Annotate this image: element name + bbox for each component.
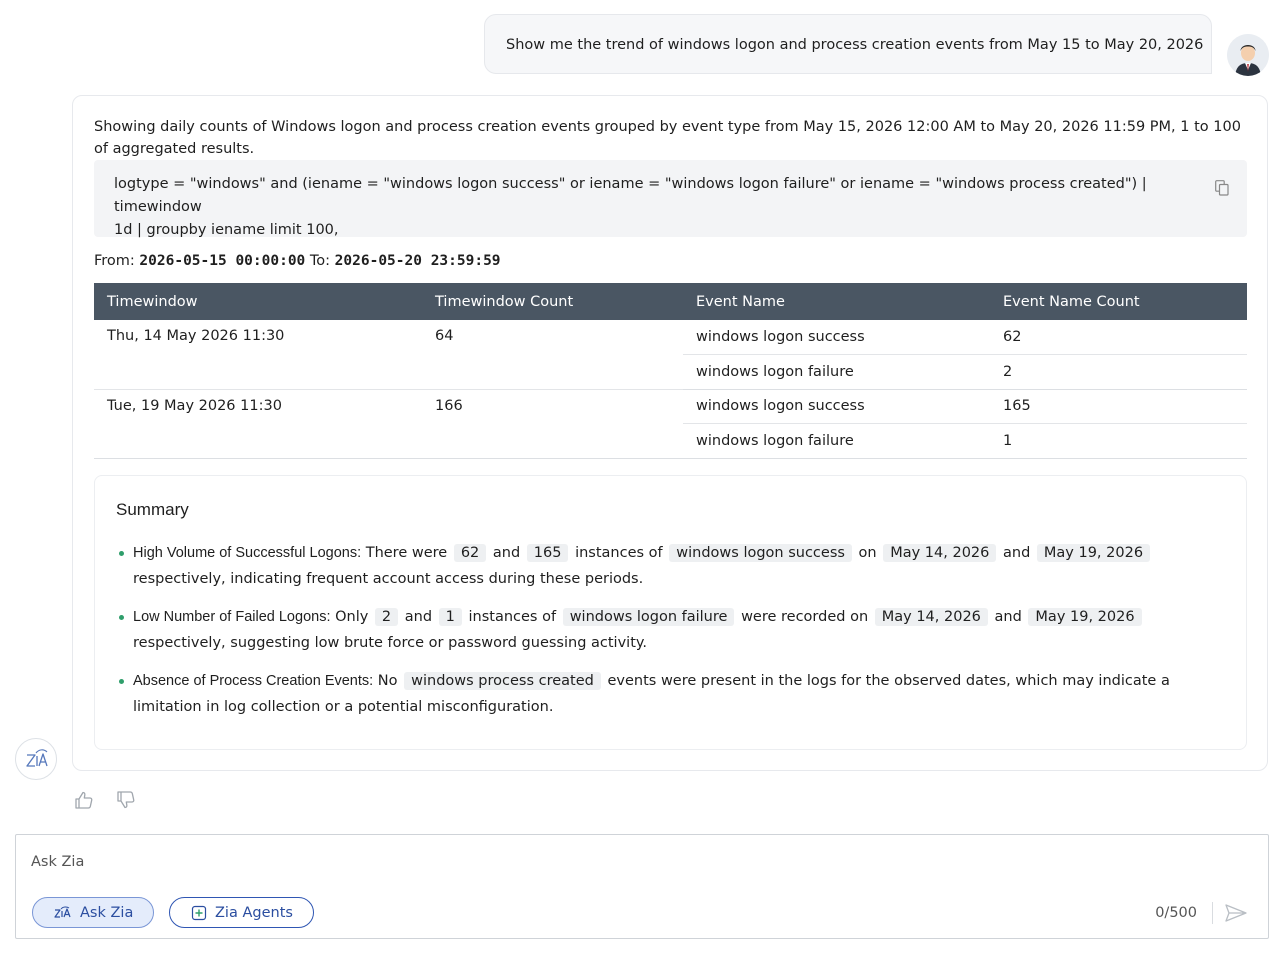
timewindow-cell: Tue, 19 May 2026 11:30 — [94, 389, 422, 458]
value-chip: 1 — [439, 608, 462, 626]
value-chip: May 14, 2026 — [875, 608, 988, 626]
from-label: From: — [94, 253, 135, 269]
value-chip: 165 — [527, 544, 569, 562]
ask-zia-label: Ask Zia — [80, 904, 134, 921]
user-message-text: Show me the trend of windows logon and process creation events from May 15 to May 20, 2026 — [506, 37, 1204, 53]
ask-zia-input[interactable] — [31, 851, 931, 873]
timewindow-cell: Thu, 14 May 2026 11:30 — [94, 320, 422, 389]
bullet-text: instances of — [468, 609, 557, 625]
summary-panel — [94, 475, 1247, 750]
to-value: 2026-05-20 23:59:59 — [334, 253, 501, 269]
event-count-cell: 1 — [990, 424, 1247, 459]
response-intro: Showing daily counts of Windows logon and process creation events grouped by event type from May 15, 2026 12:00 AM to May 20, 2026 11:59 PM, 1 to 100 of aggregated results. — [94, 119, 1241, 157]
table-header-row — [94, 283, 1247, 320]
table-row — [94, 320, 1247, 355]
user-avatar-icon — [1227, 34, 1269, 76]
to-label: To: — [309, 253, 331, 269]
event-name-cell: windows logon success — [683, 389, 990, 424]
table-row — [94, 389, 1247, 424]
timewindow-count-cell: 166 — [422, 389, 683, 458]
value-chip: May 19, 2026 — [1037, 544, 1150, 562]
value-chip: 2 — [375, 608, 398, 626]
value-chip: May 14, 2026 — [883, 544, 996, 562]
send-icon[interactable] — [1224, 903, 1248, 923]
char-counter: 0/500 — [1155, 905, 1197, 921]
column-header: Timewindow Count — [422, 283, 683, 320]
bullet-text: No — [377, 673, 398, 689]
timewindow-count-cell: 64 — [422, 320, 683, 389]
summary-bullet — [119, 604, 1219, 656]
query-line: logtype = "windows" and (iename = "windows logon success" or iename = "windows logon failure" or iename = "windows process created") | timewindow — [114, 176, 1147, 215]
user-message-bubble — [484, 14, 1212, 74]
user-avatar — [1227, 34, 1269, 76]
event-count-cell: 2 — [990, 355, 1247, 390]
zia-agents-label: Zia Agents — [215, 904, 293, 921]
value-chip: windows logon success — [669, 544, 852, 562]
bullet-text: were recorded on — [741, 609, 869, 625]
zia-agents-button[interactable] — [169, 897, 314, 928]
date-range — [94, 253, 501, 269]
divider — [1212, 902, 1213, 924]
chat-input-panel — [15, 834, 1269, 939]
bullet-text: Only — [335, 609, 369, 625]
bullet-text: respectively, suggesting low brute force or password guessing activity. — [133, 635, 647, 651]
query-code-block — [94, 160, 1247, 237]
zia-logo-icon — [54, 906, 72, 920]
bullet-text: and — [492, 545, 521, 561]
event-count-cell: 165 — [990, 389, 1247, 424]
bullet-heading: High Volume of Successful Logons: — [133, 545, 362, 561]
summary-bullet — [119, 540, 1219, 592]
bot-response-card — [72, 95, 1268, 771]
copy-icon[interactable] — [1215, 180, 1229, 196]
bullet-text: respectively, indicating frequent account access during these periods. — [133, 571, 644, 587]
event-count-cell: 62 — [990, 320, 1247, 355]
bullet-text: on — [858, 545, 877, 561]
value-chip: 62 — [454, 544, 486, 562]
column-header: Event Name — [683, 283, 990, 320]
summary-bullet — [119, 668, 1219, 720]
zia-avatar — [15, 738, 57, 780]
bullet-text: and — [404, 609, 433, 625]
agent-plus-icon — [191, 905, 207, 921]
bullet-text: events were present in the logs for the observed dates, which may indicate a limitation in log collection or a potential misconfiguration. — [133, 673, 1170, 715]
thumbs-up-icon[interactable] — [74, 790, 94, 810]
value-chip: windows process created — [404, 672, 601, 690]
summary-title: Summary — [116, 500, 189, 519]
zia-logo-icon — [16, 739, 58, 781]
column-header: Timewindow — [94, 283, 422, 320]
results-table — [94, 283, 1247, 459]
bullet-heading: Absence of Process Creation Events: — [133, 673, 374, 689]
query-line: 1d | groupby iename limit 100, — [114, 222, 339, 238]
bullet-text: instances of — [575, 545, 663, 561]
thumbs-down-icon[interactable] — [116, 790, 136, 810]
from-value: 2026-05-15 00:00:00 — [139, 253, 306, 269]
ask-zia-button[interactable] — [32, 897, 154, 928]
value-chip: windows logon failure — [563, 608, 735, 626]
bullet-heading: Low Number of Failed Logons: — [133, 609, 331, 625]
event-name-cell: windows logon success — [683, 320, 990, 355]
column-header: Event Name Count — [990, 283, 1247, 320]
bullet-text: and — [994, 609, 1022, 625]
bullet-text: and — [1003, 545, 1031, 561]
event-name-cell: windows logon failure — [683, 355, 990, 390]
value-chip: May 19, 2026 — [1028, 608, 1141, 626]
summary-list — [119, 540, 1219, 732]
bullet-text: There were — [365, 545, 448, 561]
event-name-cell: windows logon failure — [683, 424, 990, 459]
